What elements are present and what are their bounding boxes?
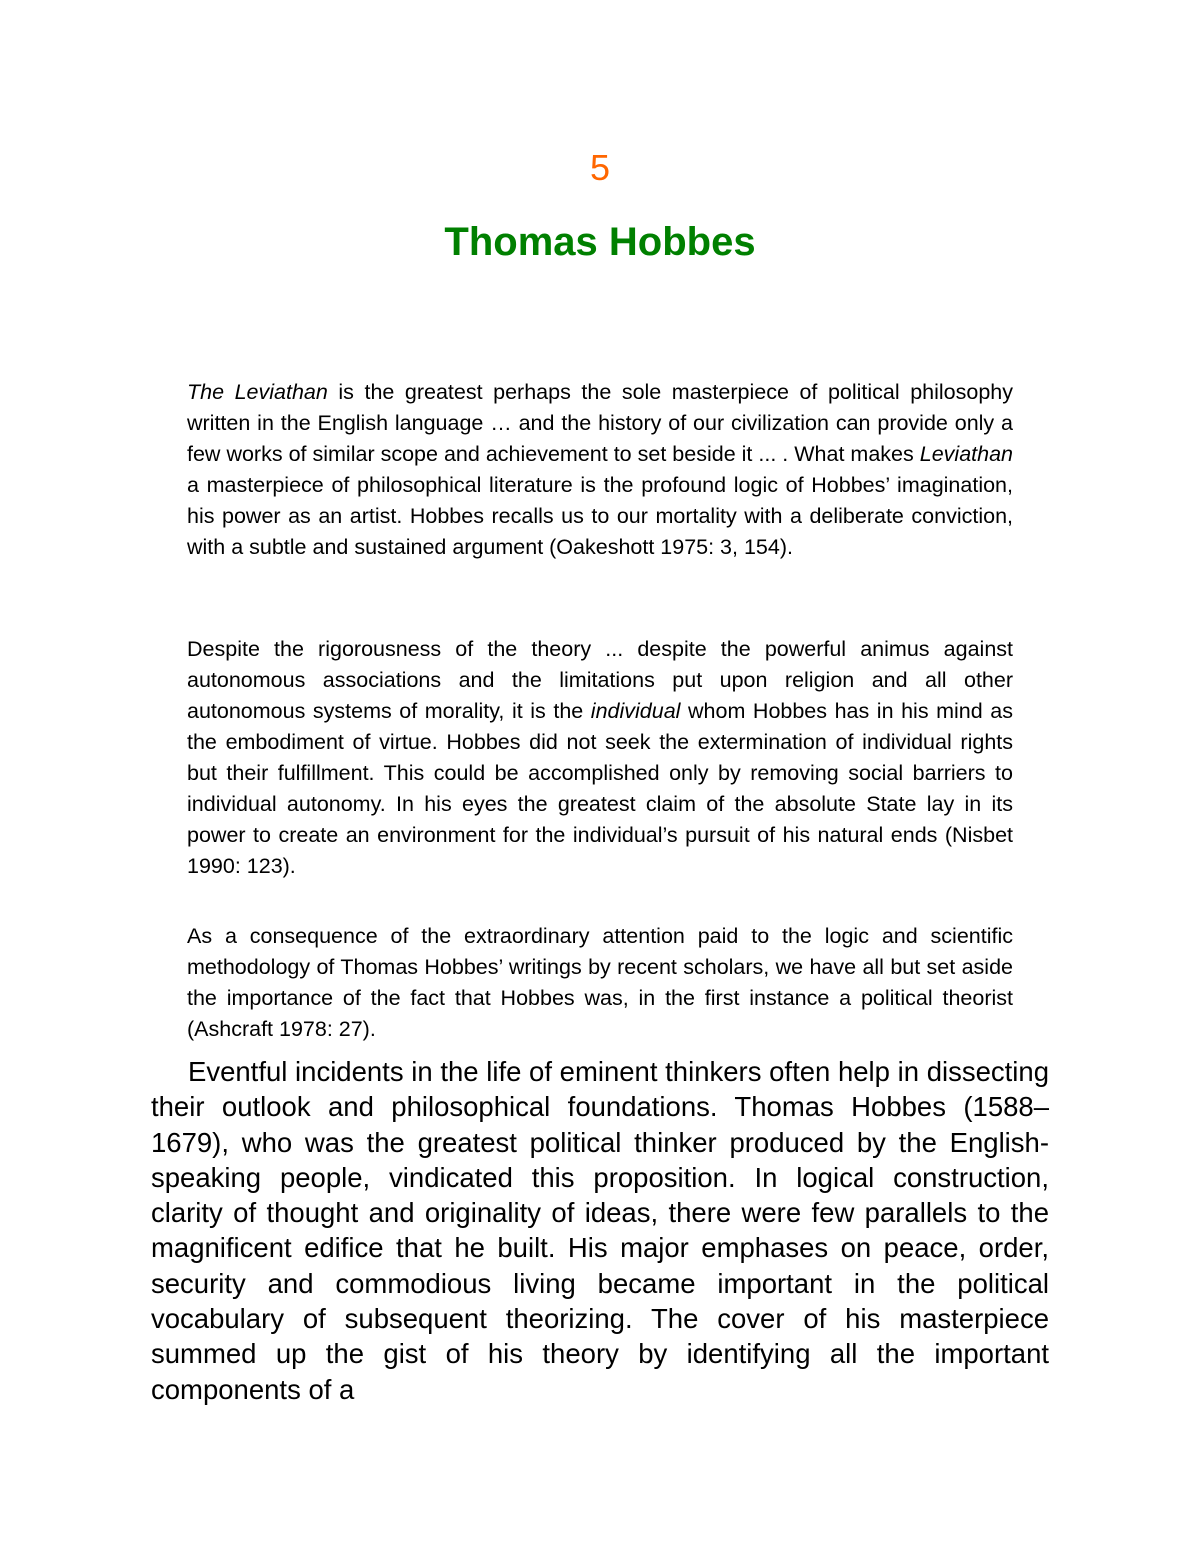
epigraph-italic-word: Leviathan — [919, 442, 1013, 466]
chapter-number: 5 — [589, 147, 611, 188]
epigraph-nisbet — [187, 634, 1013, 882]
chapter-title: Thomas Hobbes — [444, 220, 756, 264]
epigraph-text: is the greatest perhaps the sole masterpiece of political philosophy written in the English language … and the history of our civilization can provide only a few works of similar scope and achievement to set beside it ... . What makes — [187, 380, 1013, 466]
epigraph-text: whom Hobbes has in his mind as the embodiment of virtue. Hobbes did not seek the extermination of individual rights but their fulfillment. This could be accomplished only by removing social barriers to individual autonomy. In his eyes the greatest claim of the absolute State lay in its power to create an environment for the individual’s pursuit of his natural ends (Nisbet 1990: 123). — [187, 699, 1013, 878]
epigraph-text: Despite the rigorousness of the theory ... despite the powerful animus against autonomous associations and the limitations put upon religion and all other autonomous systems of morality, it is the — [187, 637, 1013, 723]
epigraph-oakeshott — [187, 377, 1013, 563]
epigraph-text: As a consequence of the extraordinary attention paid to the logic and scientific methodology of Thomas Hobbes’ writings by recent scholars, we have all but set aside the importance of the fact that Hobbes was, in the first instance a political theorist (Ashcraft 1978: 27). — [187, 924, 1013, 1041]
epigraph-text: a masterpiece of philosophical literature is the profound logic of Hobbes’ imagination, his power as an artist. Hobbes recalls us to our mortality with a deliberate conviction, with a subtle and sustained argument (Oakeshott 1975: 3, 154). — [187, 473, 1013, 559]
epigraph-italic-title: The Leviathan — [187, 380, 328, 404]
epigraph-italic-word: individual — [590, 699, 681, 723]
epigraph-ashcraft — [187, 921, 1013, 1045]
body-paragraph: Eventful incidents in the life of eminent thinkers often help in dissecting their outlook and philosophical foundations. Thomas Hobbes (1588–1679), who was the greatest political thinker produced by the English-speaking people, vindicated this proposition. In logical construction, clarity of thought and originality of ideas, there were few parallels to the magnificent edifice that he built. His major emphases on peace, order, security and commodious living became important in the political vocabulary of subsequent theorizing. The cover of his masterpiece summed up the gist of his theory by identifying all the important components of a — [151, 1056, 1049, 1405]
